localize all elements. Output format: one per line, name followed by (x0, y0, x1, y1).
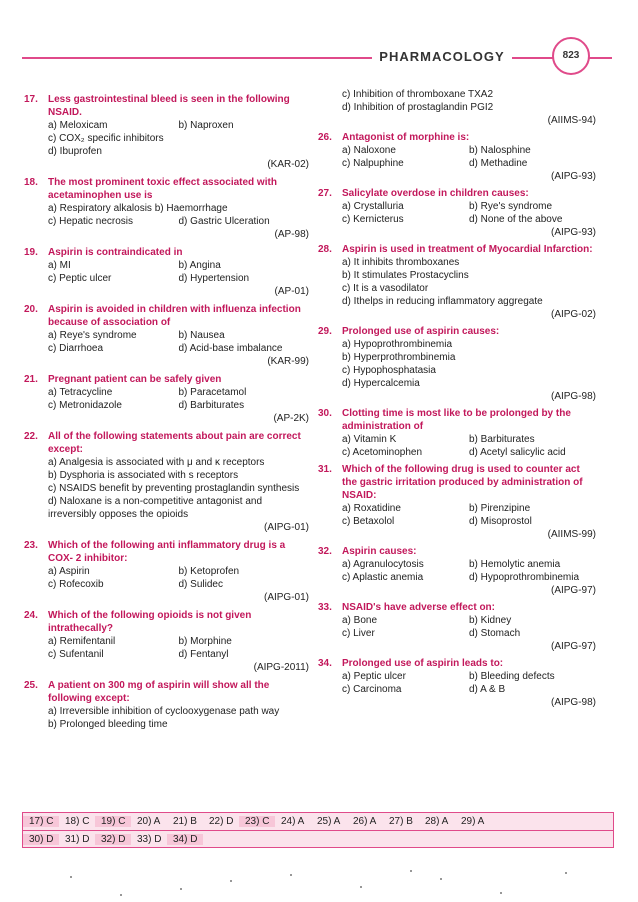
answer-option: b) Morphine (178, 636, 232, 647)
question-block (318, 131, 596, 183)
answer-option: b) Paracetamol (178, 387, 247, 398)
answer-option: b) Hemolytic anemia (469, 559, 561, 570)
answer-option: d) Inhibition of prostaglandin PGI2 (342, 102, 494, 113)
answer-options (342, 144, 596, 170)
option-row (48, 272, 309, 285)
exam-source-tag: (KAR-99) (267, 356, 309, 367)
answer-option: b) It stimulates Prostacyclins (342, 270, 469, 281)
answer-option: b) Nalosphine (469, 145, 531, 156)
question-text: All of the following statements about pain are correct except: (48, 431, 301, 455)
question-stem (318, 187, 596, 200)
answer-key-cell: 20) A (137, 816, 161, 827)
question-text: Prolonged use of aspirin leads to: (342, 658, 504, 669)
answer-option: d) Acid-base imbalance (178, 343, 283, 354)
noise-dot (180, 888, 182, 890)
exam-source-tag: (AIPG-93) (550, 227, 596, 238)
option-row (342, 157, 596, 170)
question-block (24, 539, 309, 604)
exam-source-tag: (AIPG-01) (263, 522, 309, 533)
question-stem (318, 131, 596, 144)
answer-option: d) Naloxane is a non-competitive antagonist and irreversibly opposes the opioids (48, 496, 263, 520)
question-stem (24, 430, 309, 456)
answer-option: c) Hepatic necrosis (48, 216, 134, 227)
question-text: Aspirin is contraindicated in (48, 247, 183, 258)
answer-options (342, 670, 596, 696)
question-number: 23. (24, 540, 38, 551)
answer-option: c) COX₂ specific inhibitors (48, 133, 164, 144)
answer-option: b) Naproxen (178, 120, 234, 131)
answer-options (342, 433, 596, 459)
question-block (318, 407, 596, 459)
page-title: PHARMACOLOGY (372, 47, 512, 67)
scan-noise-decoration (60, 868, 580, 898)
question-stem (318, 545, 596, 558)
option-row (342, 256, 596, 269)
noise-dot (70, 876, 72, 878)
noise-dot (120, 894, 122, 896)
answer-option: c) Hypophosphatasia (342, 365, 436, 376)
question-block (318, 545, 596, 597)
option-row (342, 351, 596, 364)
answer-option: c) Metronidazole (48, 400, 122, 411)
answer-key-cell: 33) D (137, 834, 162, 845)
option-row (48, 119, 309, 132)
answer-option: a) Vitamin K (342, 434, 397, 445)
noise-dot (565, 872, 567, 874)
answer-option: b) Barbiturates (469, 434, 535, 445)
option-row (342, 502, 596, 515)
question-stem (24, 609, 309, 635)
answer-option: b) Bleeding defects (469, 671, 555, 682)
question-text: Aspirin is used in treatment of Myocardial Infarction: (342, 244, 593, 255)
option-row (342, 670, 596, 683)
question-text: Aspirin causes: (342, 546, 417, 557)
question-stem (318, 325, 596, 338)
option-row (48, 578, 309, 591)
question-number: 27. (318, 188, 332, 199)
answer-option: c) Acetominophen (342, 447, 423, 458)
question-block (318, 187, 596, 239)
question-text: A patient on 300 mg of aspirin will show all the following except: (48, 680, 270, 704)
question-number: 17. (24, 94, 38, 105)
answer-option: b) Angina (178, 260, 221, 271)
noise-dot (500, 892, 502, 894)
question-block (24, 246, 309, 298)
answer-option: c) It is a vasodilator (342, 283, 429, 294)
answer-key-cell: 29) A (461, 816, 485, 827)
answer-option: b) Kidney (469, 615, 512, 626)
exam-source-tag: (KAR-02) (267, 159, 309, 170)
answer-key-cell: 21) B (173, 816, 197, 827)
question-text: Salicylate overdose in children causes: (342, 188, 529, 199)
option-row (48, 469, 309, 482)
answer-option: b) Pirenzipine (469, 503, 531, 514)
question-block (318, 243, 596, 321)
answer-option: d) Hypoprothrombinemia (469, 572, 580, 583)
answer-key-cell: 22) D (209, 816, 234, 827)
page-number-badge: 823 (552, 37, 590, 75)
noise-dot (230, 880, 232, 882)
question-block (318, 88, 596, 127)
answer-option: a) Bone (342, 615, 378, 626)
answer-options (48, 565, 309, 591)
answer-option: b) Hyperprothrombinemia (342, 352, 456, 363)
answer-option: a) Peptic ulcer (342, 671, 406, 682)
question-stem (24, 679, 309, 705)
answer-options (48, 119, 309, 158)
answer-option: c) Kernicterus (342, 214, 404, 225)
answer-option: d) Misoprostol (469, 516, 532, 527)
option-row (342, 558, 596, 571)
question-stem (24, 246, 309, 259)
answer-key-cell: 18) C (65, 816, 90, 827)
answer-options (48, 705, 309, 731)
option-row (48, 202, 309, 215)
option-row (48, 705, 309, 718)
question-number: 34. (318, 658, 332, 669)
exam-source-tag: (AIPG-02) (550, 309, 596, 320)
exam-source-tag: (AIPG-93) (550, 171, 596, 182)
option-row (342, 571, 596, 584)
answer-option: d) Barbiturates (178, 400, 245, 411)
option-row (342, 377, 596, 390)
option-row (48, 635, 309, 648)
exam-source-tag: (AIPG-98) (550, 391, 596, 402)
option-row (342, 88, 596, 101)
question-stem (318, 463, 596, 502)
exam-source-tag: (AIPG-01) (263, 592, 309, 603)
exam-source-tag: (AIPG-97) (550, 585, 596, 596)
option-row (342, 295, 596, 308)
answer-key-cell: 31) D (65, 834, 90, 845)
answer-option: b) Ketoprofen (178, 566, 240, 577)
exam-source-tag: (AP-01) (274, 286, 309, 297)
option-row (48, 456, 309, 469)
answer-option: a) Aspirin (48, 566, 90, 577)
noise-dot (440, 878, 442, 880)
option-row (342, 515, 596, 528)
answer-options (48, 386, 309, 412)
answer-options (342, 88, 596, 114)
option-row (342, 364, 596, 377)
answer-options (48, 456, 309, 521)
answer-key-cell: 23) C (239, 816, 275, 827)
question-text: Which of the following drug is used to counter act the gastric irritation produced by administration of NSAID: (342, 464, 583, 501)
question-text: Prolonged use of aspirin causes: (342, 326, 500, 337)
answer-option: d) Ithelps in reducing inflammatory aggregate (342, 296, 543, 307)
question-block (24, 609, 309, 674)
answer-options (342, 502, 596, 528)
exam-source-tag: (AIIMS-99) (547, 529, 596, 540)
question-block (24, 176, 309, 241)
option-row (48, 329, 309, 342)
exam-source-tag: (AIPG-98) (550, 697, 596, 708)
answer-key-row (23, 830, 613, 848)
question-number: 30. (318, 408, 332, 419)
answer-key-cell: 26) A (353, 816, 377, 827)
answer-option: b) Prolonged bleeding time (48, 719, 168, 730)
header-rule (22, 57, 612, 59)
noise-dot (290, 874, 292, 876)
question-block (24, 303, 309, 368)
answer-key-cell: 30) D (23, 834, 59, 845)
answer-option: d) Sulidec (178, 579, 223, 590)
exam-source-tag: (AIIMS-94) (547, 115, 596, 126)
option-row (342, 433, 596, 446)
answer-option: a) Respiratory alkalosis b) Haemorrhage (48, 203, 228, 214)
option-row (48, 565, 309, 578)
question-stem (24, 93, 309, 119)
answer-key-cell: 17) C (23, 816, 59, 827)
answer-options (342, 256, 596, 308)
option-row (48, 648, 309, 661)
option-row (342, 446, 596, 459)
answer-option: d) Gastric Ulceration (178, 216, 270, 227)
question-stem (318, 601, 596, 614)
answer-option: a) Meloxicam (48, 120, 108, 131)
answer-option: c) Rofecoxib (48, 579, 104, 590)
option-row (48, 342, 309, 355)
option-row (48, 399, 309, 412)
answer-option: a) Naloxone (342, 145, 396, 156)
question-text: NSAID's have adverse effect on: (342, 602, 495, 613)
question-number: 29. (318, 326, 332, 337)
answer-option: d) Methadine (469, 158, 528, 169)
question-stem (318, 407, 596, 433)
option-row (342, 269, 596, 282)
option-row (48, 386, 309, 399)
answer-option: a) Crystalluria (342, 201, 404, 212)
answer-option: d) Stomach (469, 628, 521, 639)
answer-options (48, 202, 309, 228)
answer-option: d) Hypercalcemia (342, 378, 420, 389)
question-text: Which of the following anti inflammatory drug is a COX- 2 inhibitor: (48, 540, 286, 564)
answer-option: d) Hypertension (178, 273, 250, 284)
question-block (24, 93, 309, 171)
question-number: 26. (318, 132, 332, 143)
question-block (318, 601, 596, 653)
answer-option: a) Tetracycline (48, 387, 113, 398)
answer-option: c) Inhibition of thromboxane TXA2 (342, 89, 494, 100)
option-row (342, 627, 596, 640)
option-row (48, 259, 309, 272)
answer-option: b) Nausea (178, 330, 225, 341)
answer-options (342, 338, 596, 390)
answer-option: a) MI (48, 260, 71, 271)
question-number: 32. (318, 546, 332, 557)
answer-option: c) Sufentanil (48, 649, 104, 660)
answer-option: a) Remifentanil (48, 636, 116, 647)
answer-option: d) A & B (469, 684, 506, 695)
answer-option: c) Diarrhoea (48, 343, 104, 354)
question-number: 31. (318, 464, 332, 475)
answer-options (342, 558, 596, 584)
answer-options (342, 200, 596, 226)
option-row (342, 144, 596, 157)
exam-source-tag: (AIPG-2011) (253, 662, 309, 673)
answer-option: b) Dysphoria is associated with s receptors (48, 470, 239, 481)
option-row (342, 338, 596, 351)
answer-option: a) Agranulocytosis (342, 559, 424, 570)
question-stem (24, 303, 309, 329)
option-row (48, 215, 309, 228)
answer-option: a) Analgesia is associated with μ and κ receptors (48, 457, 265, 468)
answer-option: c) Betaxolol (342, 516, 395, 527)
answer-option: b) Rye's syndrome (469, 201, 553, 212)
answer-options (342, 614, 596, 640)
answer-key-row (23, 813, 613, 830)
answer-option: c) Liver (342, 628, 375, 639)
question-text: Clotting time is most like to be prolonged by the administration of (342, 408, 571, 432)
question-block (24, 430, 309, 534)
answer-option: a) Reye's syndrome (48, 330, 137, 341)
question-number: 33. (318, 602, 332, 613)
answer-key-table (22, 812, 614, 848)
answer-option: a) Irreversible inhibition of cyclooxygenase path way (48, 706, 280, 717)
exam-source-tag: (AP-98) (274, 229, 309, 240)
question-stem (24, 176, 309, 202)
exam-source-tag: (AP-2K) (273, 413, 309, 424)
question-number: 19. (24, 247, 38, 258)
answer-option: c) Aplastic anemia (342, 572, 424, 583)
option-row (342, 614, 596, 627)
answer-option: c) Carcinoma (342, 684, 402, 695)
question-text: Aspirin is avoided in children with influenza infection because of association of (48, 304, 301, 328)
answer-option: d) Ibuprofen (48, 146, 102, 157)
answer-option: a) Roxatidine (342, 503, 401, 514)
answer-key-cell: 19) C (95, 816, 131, 827)
question-stem (318, 243, 596, 256)
option-row (48, 495, 309, 521)
right-question-column (318, 88, 596, 709)
answer-option: a) Hypoprothrombinemia (342, 339, 453, 350)
question-block (24, 373, 309, 425)
answer-option: c) NSAIDS benefit by preventing prostaglandin synthesis (48, 483, 300, 494)
question-text: Which of the following opioids is not given intrathecally? (48, 610, 252, 634)
answer-key-cell: 28) A (425, 816, 449, 827)
option-row (48, 145, 309, 158)
question-number: 20. (24, 304, 38, 315)
noise-dot (410, 870, 412, 872)
option-row (48, 718, 309, 731)
question-number: 28. (318, 244, 332, 255)
answer-option: a) It inhibits thromboxanes (342, 257, 460, 268)
question-text: The most prominent toxic effect associated with acetaminophen use is (48, 177, 277, 201)
answer-option: d) None of the above (469, 214, 563, 225)
option-row (342, 282, 596, 295)
question-number: 25. (24, 680, 38, 691)
answer-key-cell: 34) D (167, 834, 203, 845)
answer-key-cell: 27) B (389, 816, 413, 827)
answer-key-cell: 25) A (317, 816, 341, 827)
question-number: 22. (24, 431, 38, 442)
answer-options (48, 259, 309, 285)
question-block (318, 463, 596, 541)
answer-option: d) Fentanyl (178, 649, 229, 660)
question-number: 18. (24, 177, 38, 188)
question-stem (24, 373, 309, 386)
exam-source-tag: (AIPG-97) (550, 641, 596, 652)
option-row (342, 101, 596, 114)
question-stem (318, 657, 596, 670)
left-question-column (24, 93, 309, 731)
answer-options (48, 635, 309, 661)
question-text: Less gastrointestinal bleed is seen in the following NSAID. (48, 94, 290, 118)
question-block (318, 325, 596, 403)
option-row (342, 683, 596, 696)
question-text: Antagonist of morphine is: (342, 132, 470, 143)
question-number: 21. (24, 374, 38, 385)
option-row (48, 482, 309, 495)
answer-option: d) Acetyl salicylic acid (469, 447, 566, 458)
answer-options (48, 329, 309, 355)
question-block (24, 679, 309, 731)
question-stem (24, 539, 309, 565)
answer-option: c) Nalpuphine (342, 158, 404, 169)
question-text: Pregnant patient can be safely given (48, 374, 222, 385)
answer-key-cell: 24) A (281, 816, 305, 827)
question-number: 24. (24, 610, 38, 621)
answer-key-cell: 32) D (95, 834, 131, 845)
noise-dot (360, 886, 362, 888)
option-row (342, 200, 596, 213)
option-row (342, 213, 596, 226)
answer-option: c) Peptic ulcer (48, 273, 112, 284)
question-block (318, 657, 596, 709)
option-row (48, 132, 309, 145)
